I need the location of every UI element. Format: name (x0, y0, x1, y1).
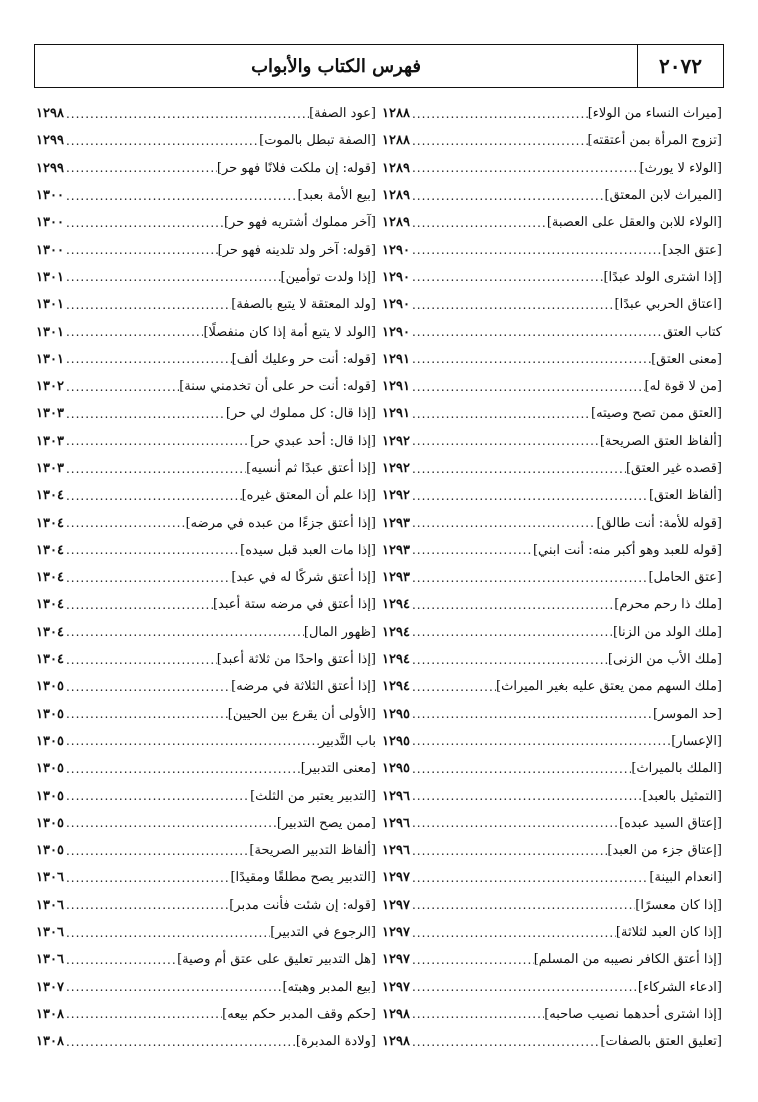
dot-leader (410, 898, 635, 912)
entry-page-number: ١٢٩٣ (382, 515, 410, 531)
dot-leader (64, 107, 309, 121)
entry-page-number: ١٣٠٤ (36, 652, 64, 668)
entry-page-number: ١٢٨٩ (382, 160, 410, 176)
entry-page-number: ١٢٩٧ (382, 952, 410, 968)
dot-leader (410, 707, 653, 721)
entry-title: كتاب العتق (662, 324, 722, 340)
dot-leader (64, 216, 224, 230)
dot-leader (410, 189, 605, 203)
entry-page-number: ١٢٩٥ (382, 733, 410, 749)
dot-leader (410, 243, 662, 257)
entry-title: [قوله للعبد وهو أكبر منه: أنت ابني] (532, 542, 722, 558)
entry-page-number: ١٢٨٩ (382, 215, 410, 231)
dot-leader (410, 734, 671, 748)
entry-page-number: ١٣٠٤ (36, 570, 64, 586)
entry-page-number: ١٣٠٦ (36, 870, 64, 886)
entry-title: [إعتاق جزء من العبد] (607, 843, 722, 859)
entry-page-number: ١٢٩٧ (382, 897, 410, 913)
entry-title: [ظهور المال] (303, 624, 376, 640)
entry-page-number: ١٣٠١ (36, 351, 64, 367)
index-entry (382, 946, 722, 973)
dot-leader (410, 325, 663, 339)
dot-leader (410, 161, 640, 175)
entry-title: [هل التدبير تعليق على عتق أم وصية] (177, 952, 376, 968)
dot-leader (410, 816, 619, 830)
dot-leader (410, 926, 616, 940)
dot-leader (64, 1007, 222, 1021)
index-entry (382, 127, 722, 154)
entry-title: [إذا اشترى الولد عبدًا] (603, 269, 722, 285)
index-entry (382, 509, 722, 536)
entry-page-number: ١٣٠٥ (36, 733, 64, 749)
entry-page-number: ١٢٩٠ (382, 242, 410, 258)
entry-page-number: ١٢٩٤ (382, 597, 410, 613)
entry-title: [الولد لا يتبع أمة إذا كان منفصلًا] (203, 324, 376, 340)
index-entry (36, 701, 376, 728)
entry-page-number: ١٢٩٦ (382, 815, 410, 831)
dot-leader (64, 898, 229, 912)
entry-title: [الولاء للابن والعقل على العصبة] (546, 215, 722, 231)
index-entry (36, 728, 376, 755)
entry-title: [التمثيل بالعبد] (642, 788, 722, 804)
entry-title: [إذا أعتق في مرضه ستة أعبد] (212, 597, 376, 613)
dot-leader (410, 653, 608, 667)
entry-title: [ولادة المدبرة] (295, 1034, 376, 1050)
index-entry (382, 974, 722, 1001)
entry-page-number: ١٣٠٨ (36, 1034, 64, 1050)
dot-leader (410, 1007, 544, 1021)
entry-title: [قوله: إن شئت فأنت مدبر] (229, 897, 376, 913)
dot-leader (410, 516, 597, 530)
dot-leader (410, 434, 600, 448)
index-entry (36, 1001, 376, 1028)
entry-page-number: ١٢٩٧ (382, 925, 410, 941)
dot-leader (410, 270, 604, 284)
entry-page-number: ١٢٩٩ (36, 133, 64, 149)
entry-title: [إذا كان العبد لثلاثة] (615, 925, 722, 941)
entry-page-number: ١٢٩٧ (382, 979, 410, 995)
dot-leader (64, 625, 304, 639)
entry-page-number: ١٢٩١ (382, 351, 410, 367)
entry-title: [الولاء لا يورث] (639, 160, 722, 176)
page-number: ٢٠٧٢ (637, 45, 723, 87)
index-column-right (382, 100, 722, 1055)
index-entry (382, 673, 722, 700)
entry-page-number: ١٢٩٩ (36, 160, 64, 176)
dot-leader (64, 980, 283, 994)
dot-leader (64, 270, 281, 284)
dot-leader (64, 161, 217, 175)
entry-title: [تعليق العتق بالصفات] (600, 1034, 722, 1050)
index-entry (382, 373, 722, 400)
dot-leader (64, 734, 319, 748)
entry-title: [ولد المعتقة لا يتبع بالصفة] (231, 297, 376, 313)
dot-leader (410, 762, 631, 776)
index-entry (382, 209, 722, 236)
entry-title: [العتق ممن تصح وصيته] (591, 406, 722, 422)
entry-title: [إذا أعتق الثلاثة في مرضه] (231, 679, 376, 695)
dot-leader (64, 462, 246, 476)
index-entry (382, 482, 722, 509)
entry-title: [التدبير يصح مطلقًا ومقيدًا] (230, 870, 376, 886)
entry-title: [إذا أعتق جزءًا من عبده في مرضه] (185, 515, 376, 531)
entry-title: [ملك الولد من الزنا] (612, 624, 722, 640)
entry-title: [آخر مملوك أشتريه فهو حر] (223, 215, 376, 231)
entry-page-number: ١٢٩٤ (382, 652, 410, 668)
dot-leader (410, 571, 649, 585)
dot-leader (410, 625, 613, 639)
entry-title: [الإعسار] (671, 733, 722, 749)
entry-title: [ادعاء الشركاء] (637, 979, 722, 995)
index-entry (382, 837, 722, 864)
entry-title: [إذا اشترى أحدهما نصيب صاحبه] (544, 1006, 722, 1022)
dot-leader (410, 871, 649, 885)
index-entry (382, 455, 722, 482)
entry-title: [الميراث لابن المعتق] (604, 188, 722, 204)
index-entry (36, 673, 376, 700)
index-column-left (36, 100, 376, 1055)
entry-page-number: ١٣٠٥ (36, 843, 64, 859)
index-entry (36, 619, 376, 646)
dot-leader (64, 926, 270, 940)
entry-title: [انعدام البينة] (649, 870, 722, 886)
entry-title: [إذا كان معسرًا] (635, 897, 722, 913)
dot-leader (410, 489, 649, 503)
entry-page-number: ١٣٠٠ (36, 188, 64, 204)
entry-page-number: ١٢٩١ (382, 379, 410, 395)
index-entry (36, 428, 376, 455)
entry-title: [ملك الأب من الزنى] (607, 652, 722, 668)
index-entry (382, 100, 722, 127)
index-entry (382, 537, 722, 564)
dot-leader (64, 680, 231, 694)
entry-title: [قوله: إن ملكت فلانًا فهو حر] (216, 160, 376, 176)
index-entry (36, 100, 376, 127)
entry-page-number: ١٢٩٨ (382, 1034, 410, 1050)
entry-page-number: ١٢٨٨ (382, 106, 410, 122)
page-header (34, 44, 724, 88)
index-entry (36, 591, 376, 618)
entry-title: [إذا أعتق شركًا له في عبد] (231, 570, 376, 586)
dot-leader (64, 953, 177, 967)
entry-title: [إذا أعتق الكافر نصيبه من المسلم] (533, 952, 722, 968)
entry-page-number: ١٢٨٩ (382, 188, 410, 204)
dot-leader (64, 407, 226, 421)
entry-page-number: ١٣٠٤ (36, 488, 64, 504)
entry-title: [بيع الأمة بعبد] (297, 188, 376, 204)
index-entry (36, 127, 376, 154)
entry-page-number: ١٣٠٣ (36, 461, 64, 476)
index-entry (36, 864, 376, 891)
entry-page-number: ١٢٩٣ (382, 570, 410, 586)
entry-title: [إعتاق السيد عبده] (619, 815, 722, 831)
index-entry (382, 1028, 722, 1055)
entry-title: [معنى التدبير] (300, 761, 376, 777)
entry-title: [إذا أعتق واحدًا من ثلاثة أعبد] (216, 652, 376, 668)
dot-leader (64, 516, 186, 530)
index-entry (36, 155, 376, 182)
index-entry (382, 346, 722, 373)
index-entry (36, 400, 376, 427)
dot-leader (410, 298, 615, 312)
dot-leader (64, 543, 240, 557)
index-entry (36, 837, 376, 864)
index-entry (36, 373, 376, 400)
entry-page-number: ١٣٠٣ (36, 433, 64, 449)
entry-page-number: ١٣٠٧ (36, 979, 64, 995)
entry-page-number: ١٣٠١ (36, 324, 64, 340)
entry-title: باب التَّدبير (319, 733, 376, 749)
index-entry (382, 782, 722, 809)
dot-leader (64, 243, 218, 257)
index-entry (36, 182, 376, 209)
entry-title: [بيع المدبر وهبته] (282, 979, 376, 995)
index-entry (36, 455, 376, 482)
entry-title: [الصفة تبطل بالموت] (259, 133, 376, 149)
entry-page-number: ١٣٠٥ (36, 788, 64, 804)
index-entry (382, 264, 722, 291)
entry-page-number: ١٣٠٨ (36, 1006, 64, 1022)
entry-page-number: ١٢٩٦ (382, 843, 410, 859)
entry-title: [حكم وقف المدبر حكم بيعه] (222, 1006, 376, 1022)
entry-page-number: ١٢٩٠ (382, 324, 410, 340)
entry-title: [اعتاق الحربي عبدًا] (614, 297, 722, 313)
dot-leader (410, 789, 643, 803)
entry-page-number: ١٣٠٦ (36, 925, 64, 941)
index-entry (36, 291, 376, 318)
index-entry (36, 482, 376, 509)
index-entry (382, 428, 722, 455)
dot-leader (64, 298, 231, 312)
dot-leader (410, 216, 547, 230)
index-entry (382, 291, 722, 318)
dot-leader (64, 707, 228, 721)
entry-title: [ممن يصح التدبير] (276, 815, 376, 831)
dot-leader (64, 380, 179, 394)
dot-leader (410, 380, 645, 394)
dot-leader (410, 844, 607, 858)
index-entry (36, 755, 376, 782)
dot-leader (64, 352, 232, 366)
entry-title: [ألفاظ التدبير الصريحة] (249, 843, 376, 859)
dot-leader (64, 1035, 296, 1049)
index-entry (382, 646, 722, 673)
index-entry (36, 974, 376, 1001)
dot-leader (64, 134, 259, 148)
index-entry (36, 892, 376, 919)
dot-leader (64, 762, 301, 776)
entry-page-number: ١٢٩٢ (382, 488, 410, 504)
entry-title: [إذا علم أن المعتق غيره] (241, 488, 376, 504)
entry-page-number: ١٣٠١ (36, 297, 64, 313)
entry-page-number: ١٣٠٤ (36, 624, 64, 640)
entry-title: [تزوج المرأة بمن أعتقته] (587, 133, 722, 149)
entry-page-number: ١٣٠٠ (36, 215, 64, 231)
entry-title: [قوله: آخر ولد تلدينه فهو حر] (217, 242, 376, 258)
index-entry (36, 810, 376, 837)
index-entry (382, 591, 722, 618)
entry-page-number: ١٢٩٥ (382, 706, 410, 722)
dot-leader (64, 871, 231, 885)
index-entry (382, 728, 722, 755)
entry-title: [إذا مات العبد قبل سيده] (240, 542, 376, 558)
entry-title: [عتق الجد] (662, 242, 722, 258)
index-entry (382, 810, 722, 837)
entry-page-number: ١٢٩٣ (382, 542, 410, 558)
entry-title: [إذا قال: أحد عبدي حر] (249, 433, 376, 449)
entry-title: [الأولى أن يقرع بين الحيين] (227, 706, 376, 722)
entry-page-number: ١٢٩٥ (382, 761, 410, 777)
dot-leader (410, 953, 534, 967)
index-entry (382, 701, 722, 728)
dot-leader (410, 352, 651, 366)
entry-title: [ميراث النساء من الولاء] (587, 106, 722, 122)
entry-title: [التدبير يعتبر من الثلث] (250, 788, 376, 804)
entry-title: [إذا أعتق عبدًا ثم أنسيه] (246, 461, 376, 476)
index-entry (36, 646, 376, 673)
index-entry (36, 236, 376, 263)
dot-leader (410, 462, 626, 476)
entry-title: [ألفاظ العتق] (648, 488, 722, 504)
dot-leader (64, 653, 217, 667)
entry-page-number: ١٢٨٨ (382, 133, 410, 149)
page-title: فهرس الكتاب والأبواب (251, 55, 421, 77)
index-entry (382, 864, 722, 891)
entry-title: [عود الصفة] (309, 106, 376, 122)
entry-page-number: ١٣٠٥ (36, 815, 64, 831)
entry-page-number: ١٣٠١ (36, 269, 64, 285)
index-entry (36, 209, 376, 236)
entry-page-number: ١٢٩٦ (382, 788, 410, 804)
entry-page-number: ١٣٠٥ (36, 761, 64, 777)
entry-page-number: ١٢٩٧ (382, 870, 410, 886)
index-entry (36, 1028, 376, 1055)
dot-leader (64, 325, 204, 339)
dot-leader (64, 189, 298, 203)
index-entry (382, 1001, 722, 1028)
entry-title: [معنى العتق] (651, 351, 722, 367)
entry-title: [قوله: أنت حر على أن تخدمني سنة] (179, 379, 376, 395)
entry-title: [الملك بالميراث] (631, 761, 722, 777)
entry-title: [ملك ذا رحم محرم] (614, 597, 722, 613)
index-entry (382, 919, 722, 946)
index-entry (36, 346, 376, 373)
entry-page-number: ١٢٩٢ (382, 433, 410, 449)
entry-page-number: ١٢٩٠ (382, 269, 410, 285)
dot-leader (410, 407, 591, 421)
index-entry (382, 236, 722, 263)
entry-page-number: ١٢٩١ (382, 406, 410, 422)
entry-page-number: ١٢٩٤ (382, 624, 410, 640)
index-entry (382, 318, 722, 345)
dot-leader (410, 543, 533, 557)
entry-title: [من لا قوة له] (644, 379, 722, 395)
entry-page-number: ١٣٠٥ (36, 679, 64, 695)
entry-title: [عتق الحامل] (648, 570, 722, 586)
entry-page-number: ١٣٠٣ (36, 406, 64, 422)
entry-page-number: ١٣٠٤ (36, 515, 64, 531)
entry-page-number: ١٢٩٠ (382, 297, 410, 313)
index-entry (382, 182, 722, 209)
index-entry (382, 892, 722, 919)
dot-leader (410, 980, 638, 994)
dot-leader (410, 107, 588, 121)
entry-page-number: ١٢٩٢ (382, 461, 410, 476)
index-entry (382, 400, 722, 427)
dot-leader (64, 816, 277, 830)
dot-leader (64, 434, 250, 448)
index-entry (36, 509, 376, 536)
entry-page-number: ١٣٠٢ (36, 379, 64, 395)
entry-page-number: ١٢٩٨ (36, 106, 64, 122)
entry-page-number: ١٣٠٦ (36, 952, 64, 968)
dot-leader (64, 571, 231, 585)
index-entry (36, 264, 376, 291)
index-entry (36, 919, 376, 946)
index-entry (36, 537, 376, 564)
dot-leader (410, 134, 588, 148)
entry-title: [ألفاظ العتق الصريحة] (599, 433, 722, 449)
entry-title: [ملك السهم ممن يعتق عليه بغير الميراث] (496, 679, 722, 695)
dot-leader (64, 844, 249, 858)
index-entry (382, 564, 722, 591)
entry-page-number: ١٢٩٨ (382, 1006, 410, 1022)
entry-title: [حد الموسر] (652, 706, 722, 722)
entry-page-number: ١٣٠٦ (36, 897, 64, 913)
index-entry (36, 782, 376, 809)
dot-leader (410, 680, 496, 694)
dot-leader (64, 489, 242, 503)
entry-page-number: ١٣٠٤ (36, 597, 64, 613)
index-entry (382, 755, 722, 782)
dot-leader (410, 1035, 600, 1049)
index-entry (36, 318, 376, 345)
entry-page-number: ١٣٠٥ (36, 706, 64, 722)
entry-title: [الرجوع في التدبير] (270, 925, 376, 941)
entry-title: [إذا ولدت توأمين] (280, 269, 376, 285)
dot-leader (64, 789, 250, 803)
entry-title: [قوله: أنت حر وعليك ألف] (231, 351, 376, 367)
index-entry (382, 155, 722, 182)
entry-page-number: ١٣٠٠ (36, 242, 64, 258)
entry-page-number: ١٢٩٤ (382, 679, 410, 695)
index-entry (382, 619, 722, 646)
dot-leader (410, 598, 614, 612)
index-entry (36, 564, 376, 591)
dot-leader (64, 598, 213, 612)
entry-title: [قصده غير العتق] (625, 461, 722, 476)
entry-title: [إذا قال: كل مملوك لي حر] (225, 406, 376, 422)
index-entry (36, 946, 376, 973)
entry-page-number: ١٣٠٤ (36, 542, 64, 558)
entry-title: [قوله للأمة: أنت طالق] (596, 515, 722, 531)
